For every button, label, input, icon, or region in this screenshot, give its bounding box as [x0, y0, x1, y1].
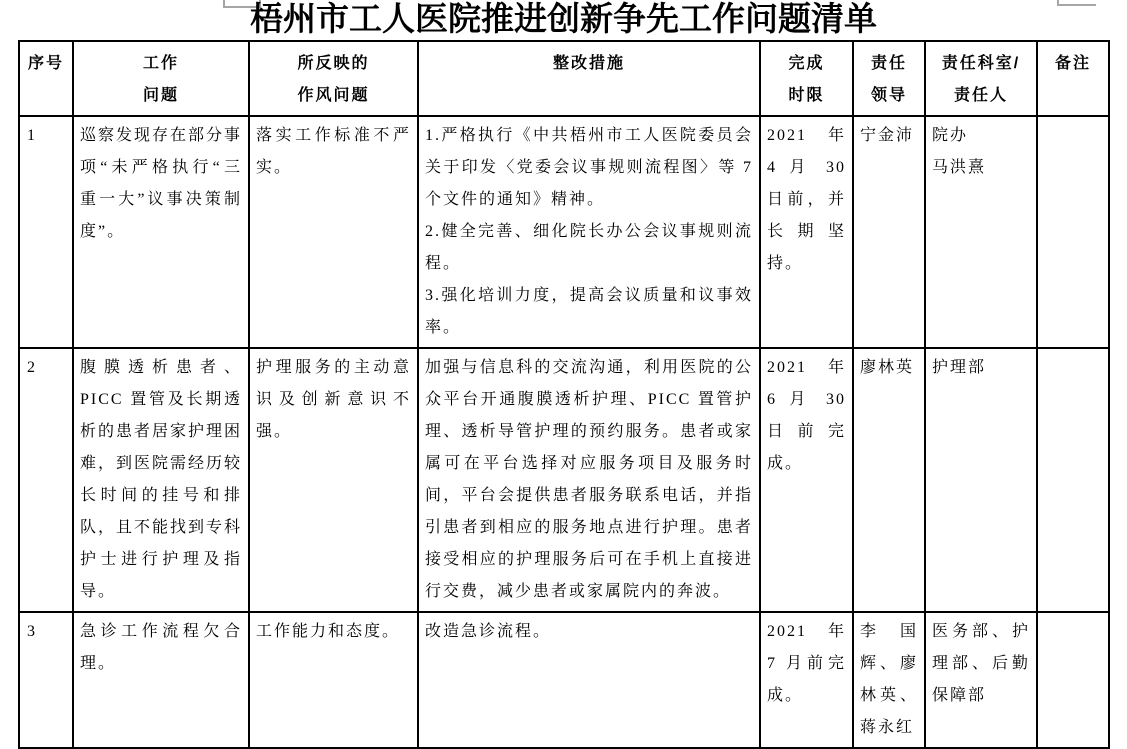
col-header-leader [853, 41, 925, 116]
cell-department [925, 116, 1037, 348]
cell-remark [1037, 116, 1109, 348]
cell-measures [418, 116, 760, 348]
header-line: 完成 [788, 55, 825, 72]
table-row [19, 348, 1109, 612]
cell-problem: 急诊工作流程欠合理。 [73, 612, 249, 748]
col-header-index [19, 41, 73, 116]
cell-style-issue: 落实工作标准不严实。 [249, 116, 418, 348]
header-line: 备注 [1054, 55, 1091, 72]
cell-remark [1037, 348, 1109, 612]
cell-deadline: 2021 年 4 月 30 日前，并长期坚持。 [760, 116, 853, 348]
col-header-department [925, 41, 1037, 116]
measure-item: 2.健全完善、细化院长办公会议事规则流程。 [425, 223, 753, 272]
cell-deadline: 2021 年 7 月前完成。 [760, 612, 853, 748]
header-line: 整改措施 [552, 55, 625, 72]
cell-leader: 宁金沛 [853, 116, 925, 348]
page-title: 梧州市工人医院推进创新争先工作问题清单 [250, 2, 877, 38]
cell-index: 3 [19, 612, 73, 748]
cell-style-issue: 护理服务的主动意识及创新意识不强。 [249, 348, 418, 612]
header-line: 问题 [142, 87, 179, 104]
cell-index: 1 [19, 116, 73, 348]
department-line: 护理部 [932, 359, 987, 376]
cell-problem: 巡察发现存在部分事项“未严格执行“三重一大”议事决策制度”。 [73, 116, 249, 348]
header-line: 责任 [870, 55, 907, 72]
measure-item: 1.严格执行《中共梧州市工人医院委员会关于印发〈党委会议事规则流程图〉等 7 个文件的通知》精神。 [425, 127, 753, 208]
table-row [19, 116, 1109, 348]
cell-remark [1037, 612, 1109, 748]
header-row [19, 41, 1109, 116]
cell-index: 2 [19, 348, 73, 612]
table-row [19, 612, 1109, 748]
header-line: 序号 [27, 55, 64, 72]
problems-table [18, 40, 1110, 749]
department-line: 马洪熹 [932, 159, 987, 176]
cell-leader: 廖林英 [853, 348, 925, 612]
col-header-remark [1037, 41, 1109, 116]
cell-problem: 腹膜透析患者、PICC 置管及长期透析的患者居家护理困难，到医院需经历较长时间的挂号和排队，且不能找到专科护士进行护理及指导。 [73, 348, 249, 612]
measure-item: 3.强化培训力度，提高会议质量和议事效率。 [425, 287, 753, 336]
measure-item: 加强与信息科的交流沟通，利用医院的公众平台开通腹膜透析护理、PICC 置管护理、透析导管护理的预约服务。患者或家属可在平台选择对应服务项目及服务时间，平台会提供患者服务联系电话，并指引患者到相应的服务地点进行护理。患者接受相应的护理服务后可在手机上直接进行交费，减少患者或家属院内的奔波。 [425, 359, 753, 600]
cell-department [925, 612, 1037, 748]
col-header-deadline [760, 41, 853, 116]
header-line: 责任科室/ [941, 55, 1021, 72]
cell-measures [418, 348, 760, 612]
cell-style-issue: 工作能力和态度。 [249, 612, 418, 748]
header-line: 责任人 [953, 87, 1008, 104]
col-header-measures [418, 41, 760, 116]
col-header-problem [73, 41, 249, 116]
header-line: 领导 [870, 87, 907, 104]
department-line: 院办 [932, 127, 969, 144]
department-line: 医务部、护理部、后勤保障部 [932, 623, 1030, 704]
cell-measures [418, 612, 760, 748]
measure-item: 改造急诊流程。 [425, 623, 552, 640]
cell-leader: 李国辉、廖林英、蒋永红 [853, 612, 925, 748]
cell-deadline: 2021 年 6 月 30 日前完成。 [760, 348, 853, 612]
header-line: 时限 [788, 87, 825, 104]
header-line: 所反映的 [297, 55, 370, 72]
header-line: 工作 [142, 55, 179, 72]
cell-department [925, 348, 1037, 612]
header-line: 作风问题 [297, 87, 370, 104]
col-header-style-issue [249, 41, 418, 116]
